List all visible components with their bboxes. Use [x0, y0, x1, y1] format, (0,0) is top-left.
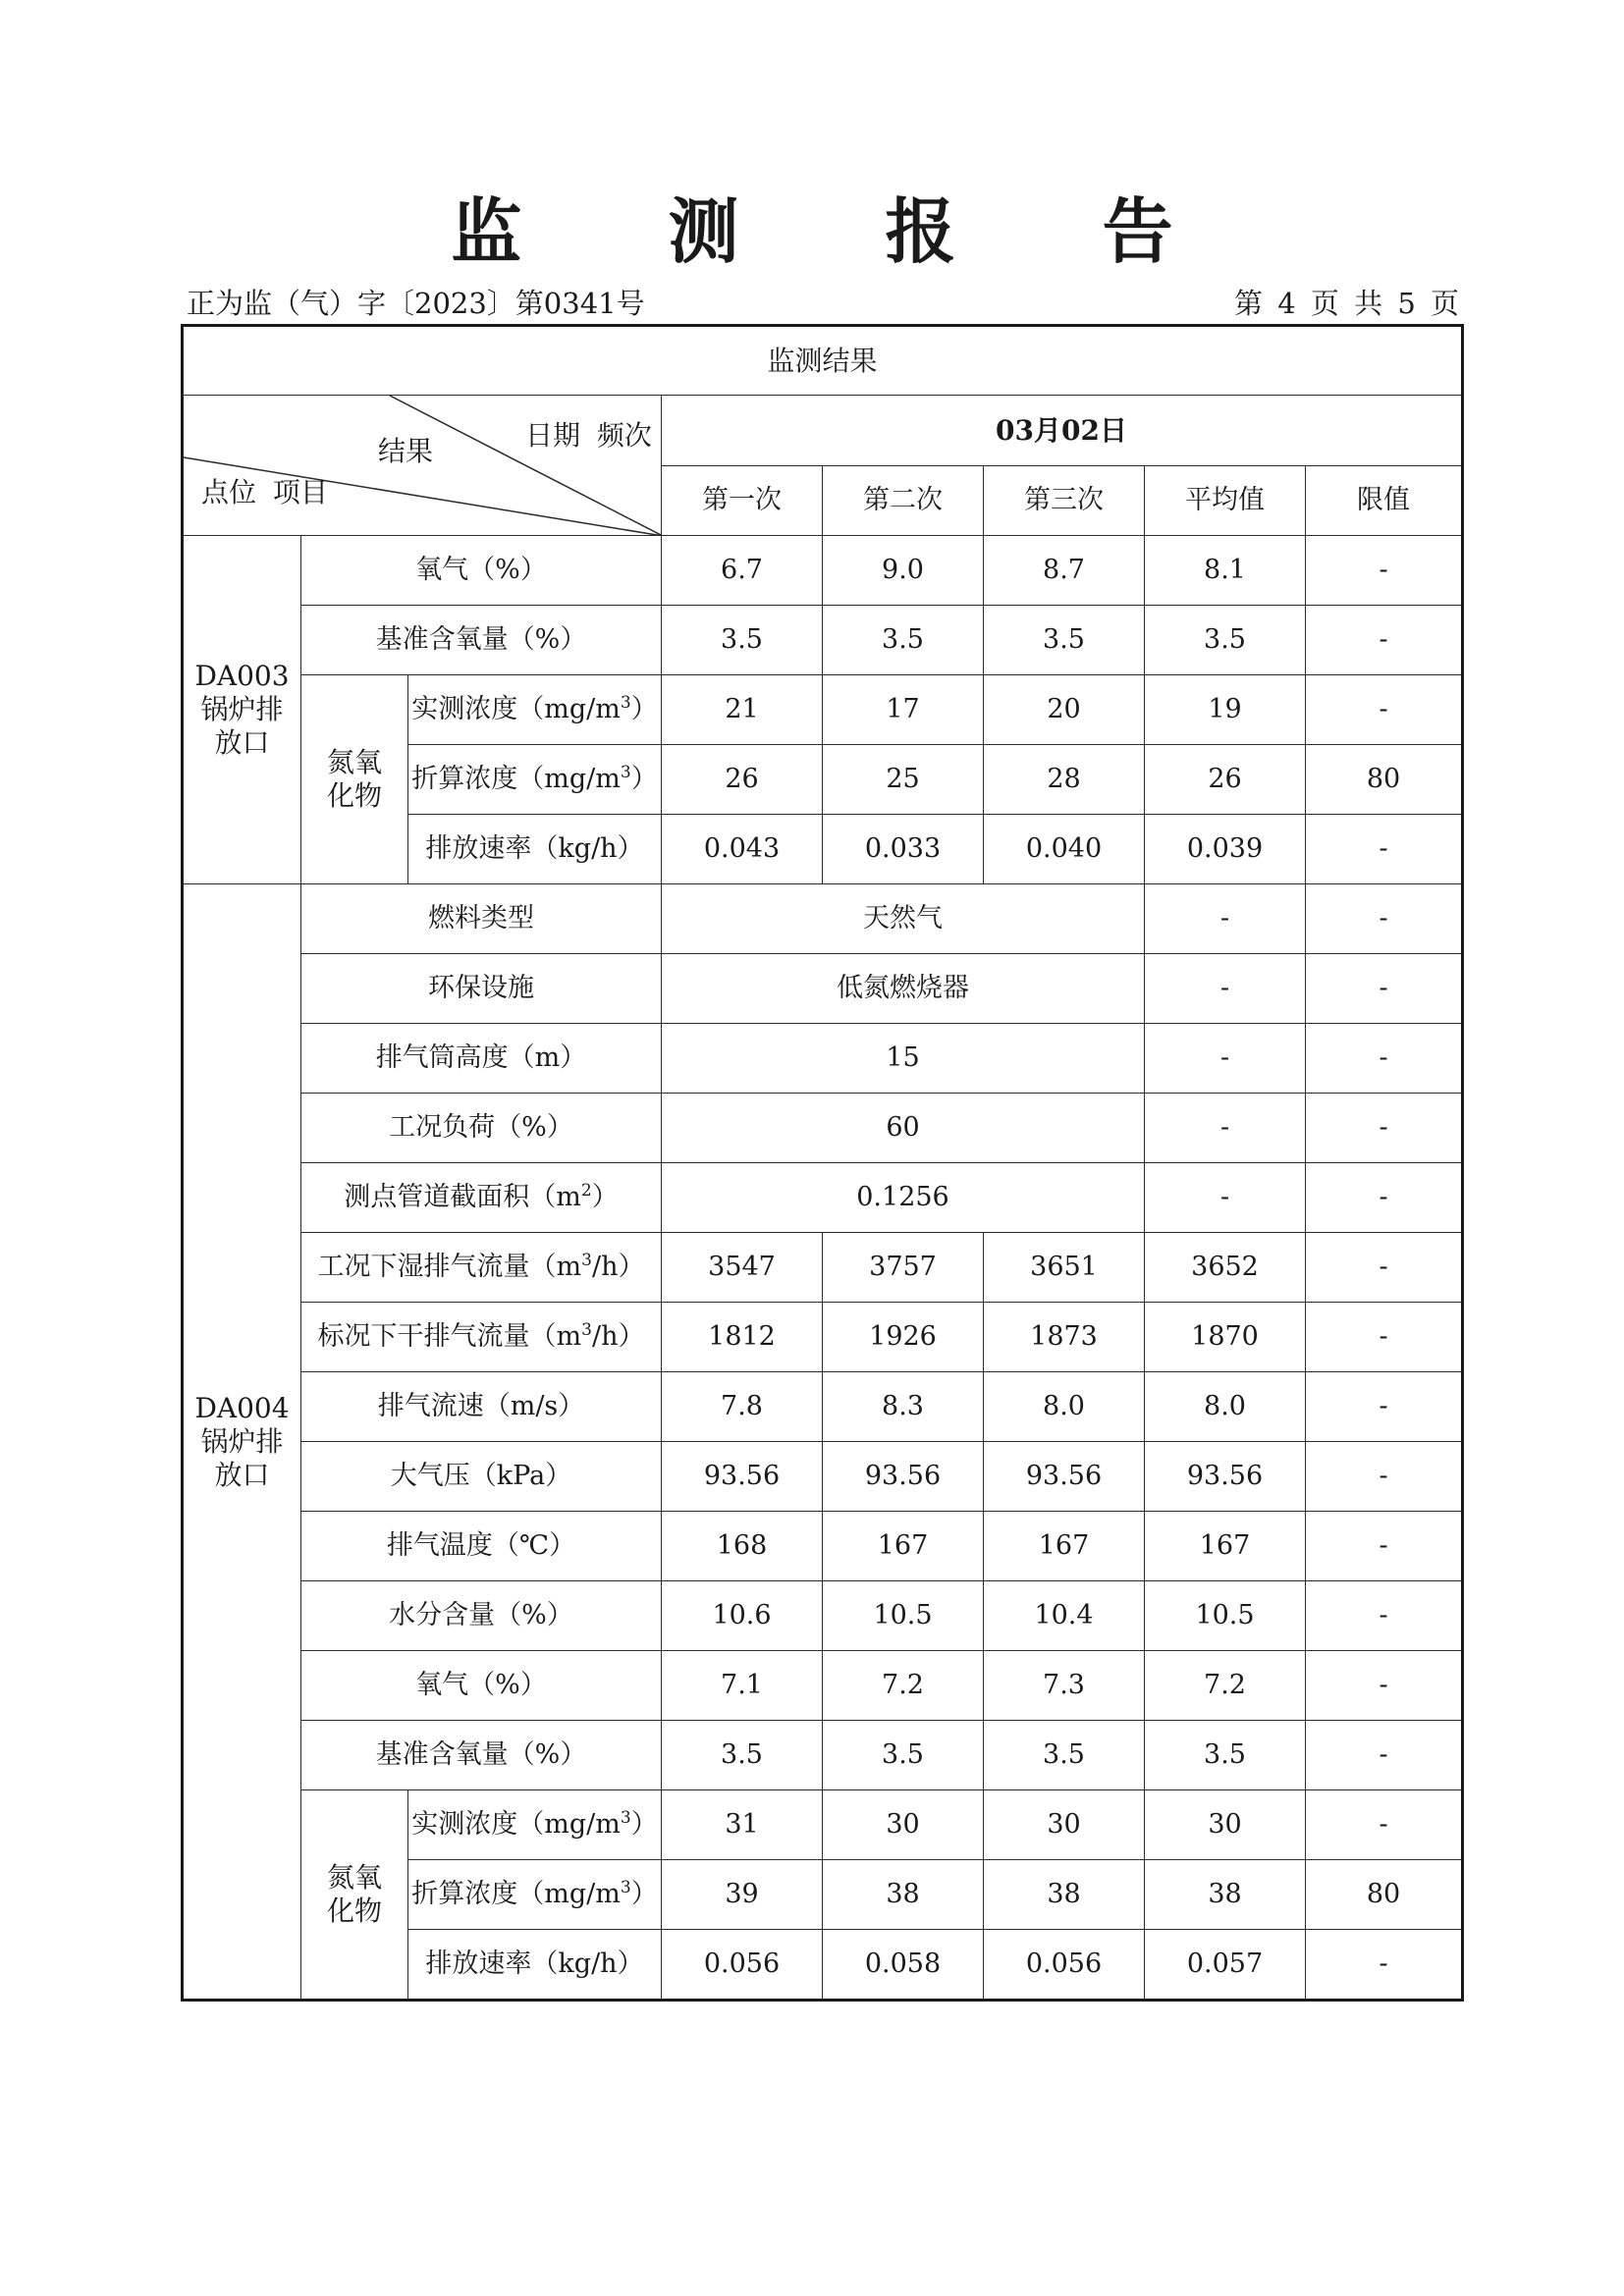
- limit-cell: -: [1306, 536, 1463, 606]
- value-cell: 0.056: [662, 1930, 823, 2001]
- value-cell: 0.057: [1145, 1930, 1306, 2001]
- monitoring-results-table: [181, 324, 1464, 2002]
- value-cell: 9.0: [823, 536, 984, 606]
- value-cell: 93.56: [1145, 1442, 1306, 1512]
- item-label: 工况负荷（%）: [301, 1094, 662, 1163]
- value-cell: 28: [984, 745, 1145, 815]
- item-label: 排气温度（℃）: [301, 1512, 662, 1581]
- item-label: 折算浓度$(mg/m^3)$: [408, 1860, 662, 1930]
- value-cell: 8.1: [1145, 536, 1306, 606]
- value-cell: 3.5: [1145, 606, 1306, 675]
- merged-value-cell: 0.1256: [662, 1163, 1145, 1233]
- item-label: 基准含氧量（%）: [301, 606, 662, 675]
- limit-cell: -: [1306, 606, 1463, 675]
- item-label: 燃料类型: [301, 884, 662, 954]
- value-cell: 168: [662, 1512, 823, 1581]
- value-cell: 8.0: [984, 1372, 1145, 1442]
- limit-cell: -: [1306, 1303, 1463, 1372]
- merged-value-cell: 天然气: [662, 884, 1145, 954]
- value-cell: 26: [662, 745, 823, 815]
- value-cell: 3652: [1145, 1233, 1306, 1303]
- value-cell: 3.5: [662, 606, 823, 675]
- diag-label-date-frequency: 日期 频次: [525, 419, 652, 452]
- limit-cell: -: [1306, 1094, 1463, 1163]
- diag-label-point-item: 点位 项目: [201, 476, 328, 508]
- value-cell: 0.058: [823, 1930, 984, 2001]
- section-title: 监测结果: [183, 326, 1463, 396]
- value-cell: 0.040: [984, 815, 1145, 884]
- value-cell: 17: [823, 675, 984, 745]
- point-label-da004: DA004 锅炉排 放口: [183, 884, 301, 2001]
- limit-cell: -: [1306, 675, 1463, 745]
- value-cell: 38: [823, 1860, 984, 1930]
- value-cell: 0.043: [662, 815, 823, 884]
- value-cell: 39: [662, 1860, 823, 1930]
- limit-cell: 80: [1306, 745, 1463, 815]
- value-cell: 3.5: [662, 1721, 823, 1790]
- date-header: 03月02日: [662, 396, 1463, 466]
- value-cell: 93.56: [823, 1442, 984, 1512]
- column-header: 平均值: [1145, 466, 1306, 536]
- column-header: 第一次: [662, 466, 823, 536]
- value-cell: 8.0: [1145, 1372, 1306, 1442]
- limit-cell: -: [1306, 1721, 1463, 1790]
- value-cell: 1926: [823, 1303, 984, 1372]
- diagonal-header-cell: [183, 396, 662, 536]
- value-cell: 167: [823, 1512, 984, 1581]
- value-cell: 30: [1145, 1790, 1306, 1860]
- limit-cell: -: [1306, 1790, 1463, 1860]
- value-cell: 7.1: [662, 1651, 823, 1721]
- document-number: 正为监（气）字〔2023〕第0341号: [187, 287, 645, 320]
- column-header: 限值: [1306, 466, 1463, 536]
- value-cell: 0.033: [823, 815, 984, 884]
- item-label: 排气流速（m/s）: [301, 1372, 662, 1442]
- value-cell: 7.2: [1145, 1651, 1306, 1721]
- value-cell: 8.7: [984, 536, 1145, 606]
- value-cell: 3.5: [823, 606, 984, 675]
- limit-cell: -: [1306, 1024, 1463, 1094]
- value-cell: 0.039: [1145, 815, 1306, 884]
- value-cell: 10.5: [1145, 1581, 1306, 1651]
- value-cell: 1812: [662, 1303, 823, 1372]
- value-cell: 8.3: [823, 1372, 984, 1442]
- nox-group-label: 氮氧 化物: [301, 1790, 408, 2001]
- value-cell: -: [1145, 1163, 1306, 1233]
- item-label: 氧气（%）: [301, 536, 662, 606]
- item-label: 工况下湿排气流量$(m^3/h)$: [301, 1233, 662, 1303]
- page-indicator: 第 4 页 共 5 页: [1234, 287, 1459, 320]
- item-label: 实测浓度$(mg/m^3)$: [408, 675, 662, 745]
- item-label: 排放速率（kg/h）: [408, 1930, 662, 2001]
- value-cell: 25: [823, 745, 984, 815]
- value-cell: 31: [662, 1790, 823, 1860]
- value-cell: 7.8: [662, 1372, 823, 1442]
- limit-cell: -: [1306, 884, 1463, 954]
- value-cell: 0.056: [984, 1930, 1145, 2001]
- value-cell: 93.56: [662, 1442, 823, 1512]
- value-cell: 167: [984, 1512, 1145, 1581]
- limit-cell: -: [1306, 1512, 1463, 1581]
- diag-label-result: 结果: [378, 435, 434, 467]
- value-cell: 20: [984, 675, 1145, 745]
- item-label: 标况下干排气流量$(m^3/h)$: [301, 1303, 662, 1372]
- value-cell: -: [1145, 1094, 1306, 1163]
- limit-cell: -: [1306, 1163, 1463, 1233]
- item-label: 折算浓度$(mg/m^3)$: [408, 745, 662, 815]
- value-cell: 26: [1145, 745, 1306, 815]
- limit-cell: -: [1306, 1372, 1463, 1442]
- limit-cell: -: [1306, 1581, 1463, 1651]
- column-header: 第二次: [823, 466, 984, 536]
- merged-value-cell: 低氮燃烧器: [662, 954, 1145, 1024]
- item-label: 实测浓度$(mg/m^3)$: [408, 1790, 662, 1860]
- value-cell: 7.2: [823, 1651, 984, 1721]
- value-cell: 3.5: [984, 1721, 1145, 1790]
- nox-group-label: 氮氧 化物: [301, 675, 408, 884]
- value-cell: 7.3: [984, 1651, 1145, 1721]
- limit-cell: -: [1306, 815, 1463, 884]
- merged-value-cell: 60: [662, 1094, 1145, 1163]
- value-cell: 10.5: [823, 1581, 984, 1651]
- item-label: 排放速率（kg/h）: [408, 815, 662, 884]
- limit-cell: -: [1306, 1442, 1463, 1512]
- value-cell: 1873: [984, 1303, 1145, 1372]
- value-cell: 30: [984, 1790, 1145, 1860]
- limit-cell: -: [1306, 1651, 1463, 1721]
- item-label: 水分含量（%）: [301, 1581, 662, 1651]
- value-cell: 3651: [984, 1233, 1145, 1303]
- value-cell: 6.7: [662, 536, 823, 606]
- item-label: 测点管道截面积$(m^2)$: [301, 1163, 662, 1233]
- value-cell: 21: [662, 675, 823, 745]
- value-cell: 38: [1145, 1860, 1306, 1930]
- value-cell: 93.56: [984, 1442, 1145, 1512]
- value-cell: -: [1145, 1024, 1306, 1094]
- value-cell: 30: [823, 1790, 984, 1860]
- value-cell: 3.5: [823, 1721, 984, 1790]
- limit-cell: -: [1306, 1930, 1463, 2001]
- item-label: 氧气（%）: [301, 1651, 662, 1721]
- limit-cell: -: [1306, 954, 1463, 1024]
- value-cell: 10.6: [662, 1581, 823, 1651]
- value-cell: 1870: [1145, 1303, 1306, 1372]
- item-label: 环保设施: [301, 954, 662, 1024]
- value-cell: 3547: [662, 1233, 823, 1303]
- column-header: 第三次: [984, 466, 1145, 536]
- merged-value-cell: 15: [662, 1024, 1145, 1094]
- item-label: 大气压（kPa）: [301, 1442, 662, 1512]
- value-cell: 3757: [823, 1233, 984, 1303]
- value-cell: 167: [1145, 1512, 1306, 1581]
- point-label-da003: DA003 锅炉排 放口: [183, 536, 301, 884]
- value-cell: 10.4: [984, 1581, 1145, 1651]
- limit-cell: -: [1306, 1233, 1463, 1303]
- limit-cell: 80: [1306, 1860, 1463, 1930]
- value-cell: -: [1145, 884, 1306, 954]
- report-title: 监 测 报 告: [451, 189, 1234, 273]
- value-cell: 38: [984, 1860, 1145, 1930]
- value-cell: 3.5: [1145, 1721, 1306, 1790]
- item-label: 基准含氧量（%）: [301, 1721, 662, 1790]
- value-cell: 19: [1145, 675, 1306, 745]
- item-label: 排气筒高度（m）: [301, 1024, 662, 1094]
- value-cell: 3.5: [984, 606, 1145, 675]
- value-cell: -: [1145, 954, 1306, 1024]
